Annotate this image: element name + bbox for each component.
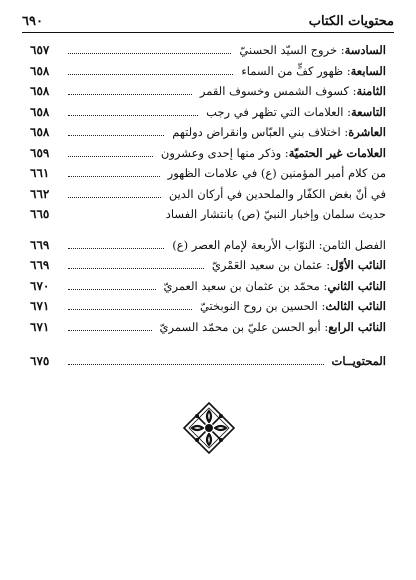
toc-entry-label: النائب الرابع — [328, 319, 386, 334]
toc-entry — [30, 235, 386, 256]
dot-leader — [68, 52, 231, 54]
toc-entry — [30, 184, 386, 205]
toc-entry-label: النائب الثاني — [327, 278, 386, 293]
toc-entry-text: : اختلاف بني العبّاس وانقراض دولتهم — [172, 125, 349, 140]
toc-entry — [30, 122, 386, 143]
toc-entry-label: السادسة — [344, 43, 386, 58]
toc-entry-title — [165, 187, 386, 201]
dot-leader — [68, 155, 153, 157]
toc-entry-page: ٦٧١ — [30, 299, 50, 314]
toc-entry-page: ٦٧٠ — [30, 278, 50, 293]
running-title: محتويات الكتاب — [308, 13, 394, 29]
page-number: ٦٩٠ — [22, 13, 43, 29]
dot-leader — [68, 196, 161, 198]
table-of-contents — [30, 40, 386, 372]
toc-entry-label: النائب الثالث — [325, 299, 386, 314]
toc-entry — [30, 143, 386, 164]
toc-entry-text: في أنّ بغض الكفّار والملحدين في أركان الدين — [168, 186, 386, 201]
toc-entry — [30, 317, 386, 338]
toc-entry-text: الفصل الثامن: النوّاب الأربعة لإمام العصر (ع) — [172, 237, 386, 252]
toc-entry — [30, 204, 386, 225]
toc-entry-title — [168, 125, 386, 139]
toc-entry-label: الثامنة — [356, 84, 386, 99]
toc-entry-text: : محمّد بن عثمان بن سعيد العمريّ — [163, 278, 328, 293]
toc-entry-text: : ظهور كفٍّ من السماء — [241, 63, 351, 78]
toc-entry-page: ٦٦٢ — [30, 186, 50, 201]
toc-entry-title — [196, 299, 386, 313]
toc-entry — [30, 276, 386, 297]
toc-entry — [30, 351, 386, 372]
toc-entry-title — [168, 238, 386, 252]
toc-entry-page: ٦٦٩ — [30, 237, 50, 252]
toc-entry-text: : خروج السيّد الحسنيّ — [239, 43, 345, 58]
toc-entry-page: ٦٥٨ — [30, 63, 50, 78]
toc-entry-text: : عثمان بن سعيد العَمْريّ — [211, 258, 331, 273]
toc-entry-text: : كسوف الشمس وخسوف القمر — [199, 84, 357, 99]
dot-leader — [68, 288, 156, 290]
toc-entry-title — [202, 105, 386, 119]
toc-entry-text: : العلامات التي تظهر في رجب — [206, 104, 351, 119]
toc-entry-page: ٦٧٥ — [30, 354, 50, 369]
dot-leader — [68, 217, 158, 218]
toc-entry-title — [237, 64, 386, 78]
toc-entry-page: ٦٧١ — [30, 319, 50, 334]
toc-entry — [30, 40, 386, 61]
toc-entry-page: ٦٦١ — [30, 166, 50, 181]
toc-entry-page: ٦٥٨ — [30, 125, 50, 140]
toc-entry-label: المحتويــات — [331, 354, 386, 369]
toc-entry — [30, 102, 386, 123]
floral-ornament-icon — [183, 402, 235, 454]
toc-entry-label: العلامات غير الحتميّة — [288, 145, 386, 160]
toc-entry-label: النائب الأوّل — [330, 258, 386, 273]
dot-leader — [68, 363, 324, 365]
toc-entry-text: : الحسين بن روح النوبختيّ — [199, 299, 326, 314]
dot-leader — [68, 267, 204, 269]
toc-entry-page: ٦٥٧ — [30, 43, 50, 58]
dot-leader — [68, 114, 198, 116]
toc-entry-page: ٦٦٩ — [30, 258, 50, 273]
dot-leader — [68, 247, 164, 249]
header-rule — [22, 32, 394, 33]
toc-entry-text: من كلام أمير المؤمنين (ع) في علامات الظهور — [167, 166, 386, 181]
page-header — [22, 10, 394, 32]
toc-entry-page: ٦٥٨ — [30, 104, 50, 119]
toc-entry-title — [208, 258, 386, 272]
toc-entry — [30, 61, 386, 82]
toc-entry-title — [328, 354, 386, 368]
toc-entry-text: : أبو الحسن عليّ بن محمّد السمريّ — [159, 319, 329, 334]
toc-entry-page: ٦٥٨ — [30, 84, 50, 99]
dot-leader — [68, 134, 164, 136]
toc-entry-title — [162, 207, 386, 221]
toc-entry-text: حديث سلمان وإخبار النبيّ (ص) بانتشار الفساد — [165, 207, 386, 222]
toc-entry — [30, 81, 386, 102]
toc-entry — [30, 255, 386, 276]
dot-leader — [68, 175, 160, 177]
dot-leader — [68, 73, 233, 75]
toc-entry-label: السابعة — [350, 63, 386, 78]
toc-entry-label: العاشرة — [348, 125, 386, 140]
toc-entry-title — [157, 146, 386, 160]
dot-leader — [68, 308, 192, 310]
toc-entry-title — [164, 166, 386, 180]
toc-entry-page: ٦٦٥ — [30, 207, 50, 222]
dot-leader — [68, 329, 152, 331]
toc-entry — [30, 296, 386, 317]
toc-entry-label: التاسعة — [350, 104, 386, 119]
toc-entry-title — [196, 84, 386, 98]
toc-entry-title — [235, 43, 386, 57]
toc-entry-page: ٦٥٩ — [30, 145, 50, 160]
toc-entry-title — [160, 279, 387, 293]
toc-entry-text: : وذكر منها إحدى وعشرون — [160, 145, 289, 160]
dot-leader — [68, 93, 192, 95]
toc-entry-title — [156, 320, 386, 334]
toc-entry — [30, 163, 386, 184]
